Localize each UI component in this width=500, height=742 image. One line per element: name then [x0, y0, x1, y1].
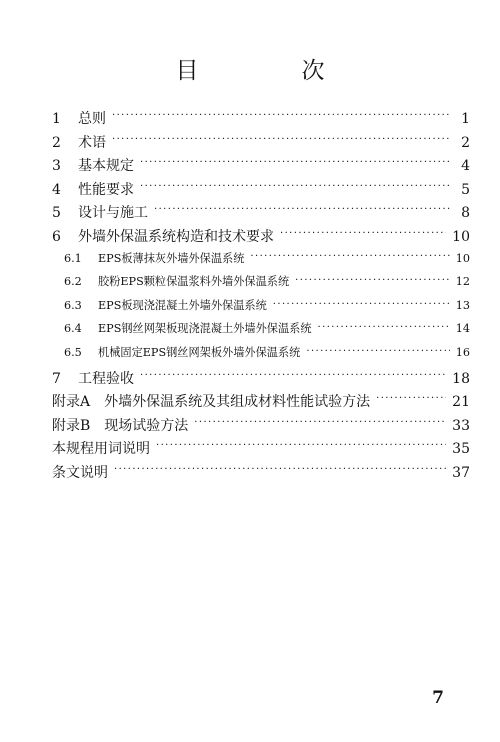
toc-entry-page: 18	[452, 370, 470, 387]
toc-entry-label: 工程验收	[78, 370, 134, 387]
leader-dots	[140, 180, 450, 194]
toc-entry-number: 6	[52, 228, 61, 245]
toc-entry-appendix-a[interactable]	[52, 391, 470, 415]
toc-title: 目 次	[175, 58, 365, 84]
toc-entry-page: 1	[461, 111, 470, 127]
leader-dots	[250, 250, 449, 261]
toc-entry-3[interactable]	[52, 155, 470, 179]
toc-entry-page: 8	[461, 205, 470, 222]
toc-entry-page: 12	[455, 275, 470, 289]
leader-dots	[140, 369, 446, 383]
toc-entry-label: 条文说明	[52, 464, 108, 481]
toc-entry-page: 10	[452, 228, 470, 245]
toc-entry-number: 5	[52, 205, 61, 222]
leader-dots	[306, 345, 449, 356]
leader-dots	[318, 321, 450, 332]
toc-entry-page: 10	[455, 251, 470, 265]
leader-dots	[112, 133, 450, 147]
toc-entry-page: 33	[452, 417, 470, 434]
toc-entry-page: 2	[461, 134, 470, 151]
toc-entry-explanation[interactable]	[52, 462, 470, 486]
toc-entry-6-1[interactable]	[52, 250, 470, 274]
toc-entry-label: 总则	[78, 111, 106, 127]
toc-entry-number: 7	[52, 370, 61, 387]
toc-entry-1[interactable]	[52, 108, 470, 132]
toc-entry-label: 本规程用词说明	[52, 441, 150, 458]
toc-entry-number: 6.5	[64, 345, 82, 359]
toc-entry-page: 35	[452, 441, 470, 458]
toc-entry-label: 设计与施工	[78, 205, 148, 222]
toc-entry-number: 1	[52, 111, 61, 127]
toc-entry-label: 机械固定EPS钢丝网架板外墙外保温系统	[98, 345, 301, 359]
toc-entry-6[interactable]	[52, 226, 470, 250]
toc-entry-label: 外墙外保温系统构造和技术要求	[78, 228, 274, 245]
leader-dots	[114, 463, 446, 477]
leader-dots	[376, 392, 446, 406]
toc-entry-page: 5	[461, 181, 470, 198]
toc-entry-page: 13	[455, 298, 470, 312]
toc-entry-number: 6.2	[64, 275, 82, 289]
toc-entry-label: 性能要求	[78, 181, 134, 198]
leader-dots	[295, 274, 450, 285]
page-number: 7	[432, 688, 444, 708]
leader-dots	[112, 109, 450, 123]
toc-entry-number: 6.4	[64, 322, 82, 336]
toc-entry-label: 术语	[78, 134, 106, 151]
leader-dots	[280, 227, 446, 241]
toc-entry-label: 基本规定	[78, 158, 134, 175]
toc-entry-page: 4	[461, 158, 470, 175]
leader-dots	[140, 156, 450, 170]
toc-entry-label: 胶粉EPS颗粒保温浆料外墙外保温系统	[98, 275, 290, 289]
toc-entry-6-3[interactable]	[52, 297, 470, 321]
toc-entry-5[interactable]	[52, 202, 470, 226]
toc-entry-number: 6.3	[64, 298, 82, 312]
toc-entry-label: 附录A 外墙外保温系统及其组成材料性能试验方法	[52, 394, 371, 411]
leader-dots	[194, 416, 446, 430]
toc-entry-6-4[interactable]	[52, 320, 470, 344]
toc-entry-number: 6.1	[64, 251, 82, 265]
toc-entry-page: 37	[452, 464, 470, 481]
toc-entry-label: EPS板薄抹灰外墙外保温系统	[98, 251, 245, 265]
toc-entry-number: 2	[52, 134, 61, 151]
toc-entry-page: 14	[455, 322, 470, 336]
toc-entry-2[interactable]	[52, 132, 470, 156]
leader-dots	[273, 298, 450, 309]
toc-entry-number: 3	[52, 158, 61, 175]
toc-entry-page: 16	[455, 345, 470, 359]
table-of-contents	[52, 108, 470, 486]
toc-entry-label: EPS板现浇混凝土外墙外保温系统	[98, 298, 267, 312]
toc-entry-wording[interactable]	[52, 438, 470, 462]
toc-entry-number: 4	[52, 181, 61, 198]
toc-entry-4[interactable]	[52, 179, 470, 203]
toc-entry-label: 附录B 现场试验方法	[52, 417, 189, 434]
toc-entry-7[interactable]	[52, 368, 470, 392]
toc-entry-page: 21	[452, 394, 470, 411]
leader-dots	[156, 439, 446, 453]
toc-entry-label: EPS钢丝网架板现浇混凝土外墙外保温系统	[98, 322, 312, 336]
toc-entry-6-5[interactable]	[52, 344, 470, 368]
toc-entry-6-2[interactable]	[52, 273, 470, 297]
toc-entry-appendix-b[interactable]	[52, 415, 470, 439]
leader-dots	[154, 203, 450, 217]
